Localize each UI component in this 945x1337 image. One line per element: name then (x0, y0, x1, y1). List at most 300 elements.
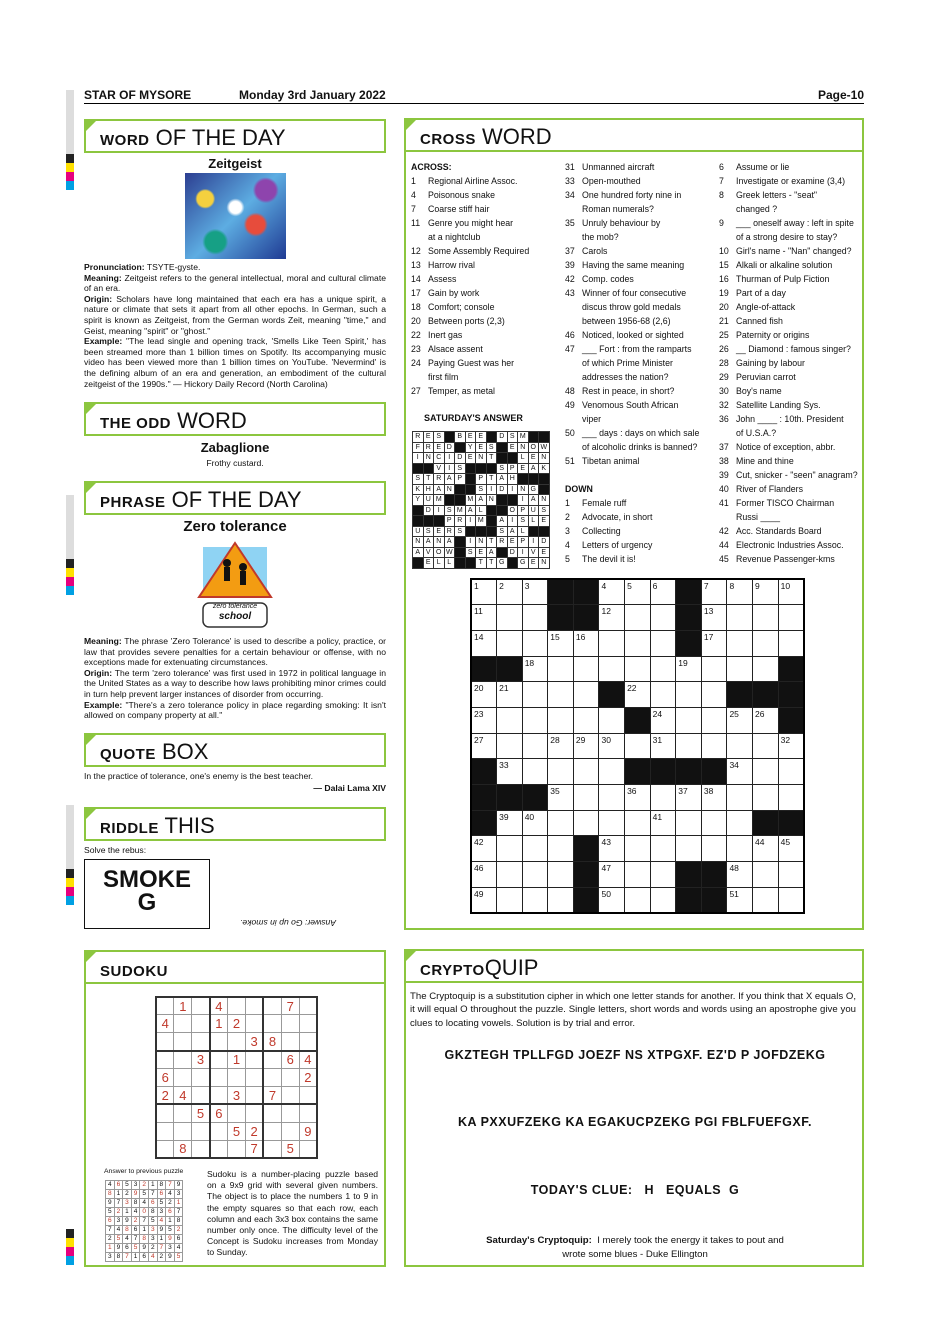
crossword-cell[interactable] (522, 630, 548, 656)
clue-number: 18 (411, 302, 421, 312)
sudoku-cell[interactable] (210, 1069, 228, 1087)
answer-cell: N (518, 442, 529, 453)
crossword-cell[interactable] (676, 682, 702, 708)
clue-text: Comp. codes (582, 274, 634, 284)
crossword-cell[interactable] (753, 759, 779, 785)
crossword-cell[interactable]: 44 (753, 836, 779, 862)
sudoku-cell[interactable] (281, 1033, 299, 1051)
sudoku-cell[interactable]: 2 (156, 1086, 174, 1104)
sudoku-answer-cell: 0 (140, 1208, 149, 1217)
paper-name: STAR OF MYSORE (84, 88, 192, 102)
crossword-cell[interactable]: 51 (727, 887, 753, 913)
sudoku-cell[interactable]: 8 (174, 1140, 192, 1158)
crossword-cell[interactable]: 18 (522, 656, 548, 682)
sudoku-cell[interactable]: 2 (228, 1015, 246, 1033)
crossword-cell[interactable] (625, 630, 651, 656)
crossword-cell[interactable]: 16 (573, 630, 599, 656)
sudoku-cell[interactable]: 1 (174, 997, 192, 1015)
crossword-cell[interactable]: 38 (701, 785, 727, 811)
crossword-cell[interactable] (599, 630, 625, 656)
answer-cell: P (455, 474, 466, 485)
crossword-cell[interactable]: 30 (599, 733, 625, 759)
crossword-cell[interactable]: 39 (497, 810, 523, 836)
crossword-cell[interactable] (727, 733, 753, 759)
crossword-cell[interactable] (701, 836, 727, 862)
crossword-cell[interactable]: 25 (727, 707, 753, 733)
clue-item (719, 188, 864, 202)
sudoku-cell[interactable] (192, 1015, 210, 1033)
sudoku-cell[interactable] (281, 1069, 299, 1087)
crossword-cell[interactable] (625, 887, 651, 913)
clue-item (719, 454, 864, 468)
crossword-cell[interactable] (497, 887, 523, 913)
sudoku-answer-cell: 5 (157, 1199, 166, 1208)
crossword-cell[interactable] (625, 836, 651, 862)
sudoku-cell[interactable]: 4 (210, 997, 228, 1015)
answer-cell: I (465, 537, 476, 548)
crossword-cell[interactable]: 12 (599, 605, 625, 631)
sudoku-cell[interactable] (281, 1086, 299, 1104)
crossword-cell[interactable]: 13 (701, 605, 727, 631)
clue-text: ___ oneself away : left in spite (736, 218, 854, 228)
sudoku-cell[interactable]: 2 (299, 1069, 317, 1087)
crossword-cell[interactable]: 33 (497, 759, 523, 785)
sudoku-answer-cell: 4 (174, 1244, 183, 1253)
clue-item (565, 384, 715, 398)
sudoku-cell[interactable]: 4 (156, 1015, 174, 1033)
clue-number: 17 (411, 288, 421, 298)
crossword-cell[interactable] (701, 707, 727, 733)
answer-cell: Y (465, 442, 476, 453)
crossword-cell[interactable] (650, 887, 676, 913)
sudoku-cell[interactable] (263, 1015, 281, 1033)
crossword-cell[interactable] (625, 605, 651, 631)
crossword-cell[interactable] (522, 836, 548, 862)
crossword-cell[interactable] (753, 630, 779, 656)
sudoku-cell[interactable]: 3 (228, 1086, 246, 1104)
sudoku-cell[interactable]: 7 (245, 1140, 263, 1158)
clue-text: Noticed, looked or sighted (582, 330, 684, 340)
sign-text-line2: school (218, 611, 252, 622)
crossword-cell[interactable]: 28 (548, 733, 574, 759)
sudoku-cell[interactable] (210, 1122, 228, 1140)
sudoku-cell[interactable] (245, 997, 263, 1015)
sudoku-cell[interactable]: 6 (210, 1104, 228, 1122)
crossword-cell[interactable]: 10 (778, 579, 804, 605)
clue-text: Winner of four consecutive (582, 288, 687, 298)
phrase-text: Zero tolerance (183, 518, 287, 535)
crossword-cell[interactable] (650, 630, 676, 656)
sudoku-cell[interactable] (263, 1104, 281, 1122)
clue-item (719, 160, 864, 174)
crossword-cell[interactable] (625, 656, 651, 682)
sudoku-cell[interactable] (228, 1033, 246, 1051)
sudoku-cell[interactable] (210, 1086, 228, 1104)
sudoku-cell[interactable] (245, 1069, 263, 1087)
clue-text: Comfort; console (428, 302, 495, 312)
crossword-cell[interactable] (650, 682, 676, 708)
sudoku-cell[interactable] (299, 1140, 317, 1158)
sudoku-answer-cell: 7 (166, 1181, 175, 1190)
sudoku-cell[interactable] (228, 1140, 246, 1158)
sudoku-description: Sudoku is a number-placing puzzle based on a 9x9 grid with several given numbers. The object is to place the numbers 1 to 9 in the empty squares so that each row, each column and each 3x3 box contains the same number only once. The difficulty level of the Concept is Sudoku increases from Monday to Sunday. (207, 1169, 378, 1258)
crossword-cell[interactable] (650, 862, 676, 888)
clue-number: 11 (411, 218, 421, 228)
crossword-cell[interactable] (522, 682, 548, 708)
answer-cell: B (455, 432, 466, 443)
crossword-cell[interactable]: 42 (471, 836, 497, 862)
crossword-cell[interactable]: 17 (701, 630, 727, 656)
crossword-cell[interactable] (599, 759, 625, 785)
sudoku-cell[interactable] (174, 1051, 192, 1069)
crossword-cell[interactable] (778, 785, 804, 811)
crossword-cell[interactable] (497, 733, 523, 759)
answer-cell: A (476, 495, 487, 506)
sudoku-grid[interactable] (155, 996, 318, 1159)
crossword-cell[interactable] (778, 862, 804, 888)
crossword-cell[interactable] (625, 862, 651, 888)
crossword-cell[interactable] (625, 733, 651, 759)
sudoku-answer-cell: 2 (148, 1244, 157, 1253)
answer-cell (497, 453, 508, 464)
sudoku-cell[interactable]: 3 (192, 1051, 210, 1069)
sudoku-cell[interactable] (156, 997, 174, 1015)
crossword-cell[interactable] (548, 810, 574, 836)
sudoku-cell[interactable] (210, 1140, 228, 1158)
crossword-cell[interactable] (753, 605, 779, 631)
crossword-block (727, 682, 753, 708)
clue-text: changed ? (736, 204, 778, 214)
crossword-cell[interactable] (727, 785, 753, 811)
crossword-cell[interactable] (548, 759, 574, 785)
crossword-cell[interactable] (727, 656, 753, 682)
answer-cell: S (507, 432, 518, 443)
clue-item (719, 538, 864, 552)
crossword-cell[interactable]: 26 (753, 707, 779, 733)
sudoku-cell[interactable]: 4 (174, 1086, 192, 1104)
crossword-cell[interactable] (650, 656, 676, 682)
sudoku-cell[interactable] (156, 1122, 174, 1140)
answer-cell: T (486, 474, 497, 485)
sudoku-answer-cell: 8 (114, 1253, 123, 1262)
crossword-cell[interactable]: 6 (650, 579, 676, 605)
clue-item (565, 272, 715, 286)
crossword-cell[interactable] (753, 785, 779, 811)
sudoku-cell[interactable] (299, 997, 317, 1015)
crossword-cell[interactable]: 34 (727, 759, 753, 785)
crossword-cell[interactable] (573, 810, 599, 836)
crossword-block (778, 682, 804, 708)
crossword-cell[interactable] (676, 707, 702, 733)
sudoku-cell[interactable] (263, 1069, 281, 1087)
sudoku-cell[interactable]: 6 (281, 1051, 299, 1069)
sign-text-line1: zero tolerance (212, 603, 258, 610)
clue-text: of which Prime Minister (582, 358, 673, 368)
answer-cell: I (528, 537, 539, 548)
sudoku-cell[interactable] (245, 1104, 263, 1122)
crossword-cell[interactable] (573, 682, 599, 708)
crossword-cell[interactable]: 29 (573, 733, 599, 759)
crossword-cell[interactable]: 27 (471, 733, 497, 759)
sudoku-cell[interactable] (192, 1069, 210, 1087)
sudoku-cell[interactable] (263, 1051, 281, 1069)
crossword-cell[interactable]: 15 (548, 630, 574, 656)
sudoku-cell[interactable] (192, 1140, 210, 1158)
crossword-cell[interactable] (522, 733, 548, 759)
sudoku-cell[interactable] (281, 1015, 299, 1033)
crossword-cell[interactable] (497, 836, 523, 862)
sudoku-cell[interactable] (281, 1104, 299, 1122)
crossword-cell[interactable] (701, 733, 727, 759)
sudoku-cell[interactable]: 5 (281, 1140, 299, 1158)
clue-text: Some Assembly Required (428, 246, 530, 256)
answer-cell: S (465, 547, 476, 558)
crossword-cell[interactable] (548, 707, 574, 733)
crossword-cell[interactable]: 47 (599, 862, 625, 888)
crossword-cell[interactable] (497, 707, 523, 733)
answer-cell: A (497, 516, 508, 527)
sudoku-cell[interactable]: 8 (263, 1033, 281, 1051)
crossword-cell[interactable] (573, 656, 599, 682)
clue-item (565, 328, 715, 342)
sudoku-cell[interactable]: 7 (263, 1086, 281, 1104)
sudoku-cell[interactable] (245, 1051, 263, 1069)
clue-text: Carols (582, 246, 608, 256)
crossword-cell[interactable] (650, 836, 676, 862)
crossword-cell[interactable]: 14 (471, 630, 497, 656)
crossword-cell[interactable] (522, 887, 548, 913)
crossword-cell[interactable] (599, 656, 625, 682)
crossword-cell[interactable] (676, 836, 702, 862)
crossword-cell[interactable]: 11 (471, 605, 497, 631)
crossword-cell[interactable] (701, 810, 727, 836)
crossword-cell[interactable]: 8 (727, 579, 753, 605)
sudoku-cell[interactable] (174, 1069, 192, 1087)
clue-number: 33 (565, 176, 575, 186)
sudoku-cell[interactable] (192, 1122, 210, 1140)
sudoku-cell[interactable] (156, 1033, 174, 1051)
crossword-cell[interactable] (599, 810, 625, 836)
sudoku-cell[interactable] (245, 1086, 263, 1104)
sudoku-cell[interactable] (174, 1015, 192, 1033)
clue-number: 38 (719, 456, 729, 466)
crossword-grid[interactable] (470, 578, 805, 914)
crossword-cell[interactable] (497, 605, 523, 631)
crossword-cell[interactable] (727, 605, 753, 631)
sudoku-answer-cell: 4 (106, 1181, 115, 1190)
crossword-cell[interactable] (727, 630, 753, 656)
crossword-cell[interactable]: 32 (778, 733, 804, 759)
crossword-cell[interactable] (676, 733, 702, 759)
sudoku-cell[interactable] (299, 1033, 317, 1051)
crossword-cell[interactable] (625, 810, 651, 836)
answer-cell (539, 432, 550, 443)
sudoku-cell[interactable] (299, 1086, 317, 1104)
crossword-cell[interactable]: 19 (676, 656, 702, 682)
registration-bar (66, 1229, 74, 1265)
sudoku-cell[interactable] (263, 1122, 281, 1140)
clue-item (565, 216, 715, 230)
sudoku-cell[interactable]: 4 (299, 1051, 317, 1069)
clue-number: 44 (719, 540, 729, 550)
sudoku-answer-cell: 7 (174, 1208, 183, 1217)
sudoku-cell[interactable] (156, 1051, 174, 1069)
crossword-cell[interactable]: 45 (778, 836, 804, 862)
crossword-cell[interactable] (599, 707, 625, 733)
crossword-cell[interactable]: 5 (625, 579, 651, 605)
crossword-cell[interactable]: 3 (522, 579, 548, 605)
clue-text: Letters of urgency (582, 540, 653, 550)
sudoku-cell[interactable]: 2 (245, 1122, 263, 1140)
clue-number: 16 (719, 274, 729, 284)
sudoku-answer-cell: 3 (148, 1226, 157, 1235)
clue-item (411, 202, 561, 216)
sudoku-cell[interactable] (192, 1086, 210, 1104)
crossword-cell[interactable] (778, 630, 804, 656)
sudoku-cell[interactable] (156, 1104, 174, 1122)
crossword-cell[interactable]: 40 (522, 810, 548, 836)
answer-cell: A (507, 526, 518, 537)
sudoku-cell[interactable] (210, 1033, 228, 1051)
sudoku-cell[interactable]: 5 (228, 1122, 246, 1140)
sudoku-answer-cell: 1 (131, 1253, 140, 1262)
sudoku-cell[interactable]: 7 (281, 997, 299, 1015)
crossword-cell[interactable] (650, 605, 676, 631)
sudoku-cell[interactable] (174, 1104, 192, 1122)
sudoku-answer-cell: 8 (106, 1190, 115, 1199)
crossword-cell[interactable] (778, 759, 804, 785)
crossword-cell[interactable] (548, 887, 574, 913)
crossword-cell[interactable] (701, 682, 727, 708)
clue-number: 23 (411, 344, 421, 354)
sudoku-cell[interactable] (192, 997, 210, 1015)
crossword-cell[interactable] (573, 759, 599, 785)
crossword-cell[interactable]: 37 (676, 785, 702, 811)
page-header (84, 88, 864, 104)
sudoku-cell[interactable] (228, 997, 246, 1015)
saturday-answer-title: SATURDAY'S ANSWER (424, 413, 523, 423)
sudoku-cell[interactable]: 3 (245, 1033, 263, 1051)
sudoku-cell[interactable]: 5 (192, 1104, 210, 1122)
crossword-cell[interactable]: 35 (548, 785, 574, 811)
answer-cell (465, 558, 476, 569)
crossword-cell[interactable] (727, 836, 753, 862)
crossword-cell[interactable]: 49 (471, 887, 497, 913)
crossword-cell[interactable]: 24 (650, 707, 676, 733)
sudoku-cell[interactable] (156, 1140, 174, 1158)
answer-cell: T (486, 537, 497, 548)
crossword-cell[interactable] (650, 785, 676, 811)
sudoku-cell[interactable] (245, 1015, 263, 1033)
answer-cell: P (518, 505, 529, 516)
sudoku-cell[interactable]: 9 (299, 1122, 317, 1140)
crossword-cell[interactable] (548, 862, 574, 888)
crossword-cell[interactable]: 9 (753, 579, 779, 605)
crossword-cell[interactable] (573, 707, 599, 733)
crossword-cell[interactable] (753, 656, 779, 682)
crossword-cell[interactable] (778, 887, 804, 913)
sudoku-cell[interactable] (281, 1122, 299, 1140)
crossword-cell[interactable] (701, 656, 727, 682)
crossword-block (753, 810, 779, 836)
sudoku-cell[interactable] (228, 1104, 246, 1122)
clue-number: 31 (565, 162, 575, 172)
crossword-cell[interactable]: 48 (727, 862, 753, 888)
odd-word-definition: Frothy custard. (206, 458, 264, 468)
crossword-cell[interactable]: 41 (650, 810, 676, 836)
crossword-cell[interactable] (548, 836, 574, 862)
clue-text: Paying Guest was her (428, 358, 515, 368)
phrase-description: Meaning: The phrase 'Zero Tolerance' is used to describe a policy, practice, or law that provides severe penalties for a certain behaviour or offense, with no exceptions made for extenuating circumstances. Origin: The term 'zero tolerance' was first used in 1972 in political language in the United States as a way to describe how laws prohibiting minor crimes could in turn help prevent larger instances of disorder from occurring. Example: "There's a zero tolerance policy in place regarding smoking: It isn't allowed on company property at all." (84, 636, 386, 721)
sudoku-cell[interactable] (228, 1069, 246, 1087)
sudoku-cell[interactable] (299, 1104, 317, 1122)
crossword-cell[interactable] (522, 707, 548, 733)
crossword-cell[interactable] (522, 605, 548, 631)
sudoku-cell[interactable]: 1 (210, 1015, 228, 1033)
sudoku-cell[interactable] (299, 1015, 317, 1033)
sudoku-cell[interactable]: 6 (156, 1069, 174, 1087)
clue-text: Investigate or examine (3,4) (736, 176, 846, 186)
crossword-cell[interactable] (676, 810, 702, 836)
crossword-cell[interactable]: 46 (471, 862, 497, 888)
crossword-cell[interactable] (497, 862, 523, 888)
clue-text: Alkali or alkaline solution (736, 260, 833, 270)
sudoku-cell[interactable] (210, 1051, 228, 1069)
answer-cell: E (476, 432, 487, 443)
crossword-cell[interactable]: 2 (497, 579, 523, 605)
sudoku-cell[interactable] (174, 1033, 192, 1051)
crossword-block (497, 785, 523, 811)
answer-cell: Y (413, 495, 424, 506)
crossword-cell[interactable] (573, 785, 599, 811)
crossword-cell[interactable] (599, 785, 625, 811)
crossword-cell[interactable] (753, 733, 779, 759)
clue-text: Advocate, in short (582, 512, 653, 522)
crossword-cell[interactable]: 50 (599, 887, 625, 913)
crossword-cell[interactable]: 4 (599, 579, 625, 605)
sudoku-cell[interactable] (263, 997, 281, 1015)
crossword-cell[interactable] (778, 605, 804, 631)
crossword-cell[interactable] (753, 887, 779, 913)
clue-item (719, 342, 864, 356)
crossword-cell[interactable]: 21 (497, 682, 523, 708)
clue-text: Mine and thine (736, 456, 794, 466)
crossword-cell[interactable]: 23 (471, 707, 497, 733)
crossword-cell[interactable] (548, 682, 574, 708)
crossword-cell[interactable]: 31 (650, 733, 676, 759)
sudoku-cell[interactable] (263, 1140, 281, 1158)
crossword-cell[interactable] (522, 862, 548, 888)
crossword-cell[interactable]: 20 (471, 682, 497, 708)
crossword-cell[interactable] (497, 630, 523, 656)
crossword-cell[interactable] (522, 759, 548, 785)
sudoku-cell[interactable] (192, 1033, 210, 1051)
clue-text: viper (582, 414, 602, 424)
clue-item (565, 188, 715, 202)
crossword-cell[interactable] (548, 656, 574, 682)
crossword-cell[interactable]: 1 (471, 579, 497, 605)
sudoku-cell[interactable]: 1 (228, 1051, 246, 1069)
crossword-cell[interactable]: 22 (625, 682, 651, 708)
answer-cell: N (539, 558, 550, 569)
crossword-cell[interactable]: 43 (599, 836, 625, 862)
crossword-cell[interactable] (753, 862, 779, 888)
crossword-cell[interactable] (727, 810, 753, 836)
crossword-cell[interactable]: 36 (625, 785, 651, 811)
sudoku-answer-cell: 8 (174, 1217, 183, 1226)
crossword-cell[interactable]: 7 (701, 579, 727, 605)
sudoku-cell[interactable] (174, 1122, 192, 1140)
